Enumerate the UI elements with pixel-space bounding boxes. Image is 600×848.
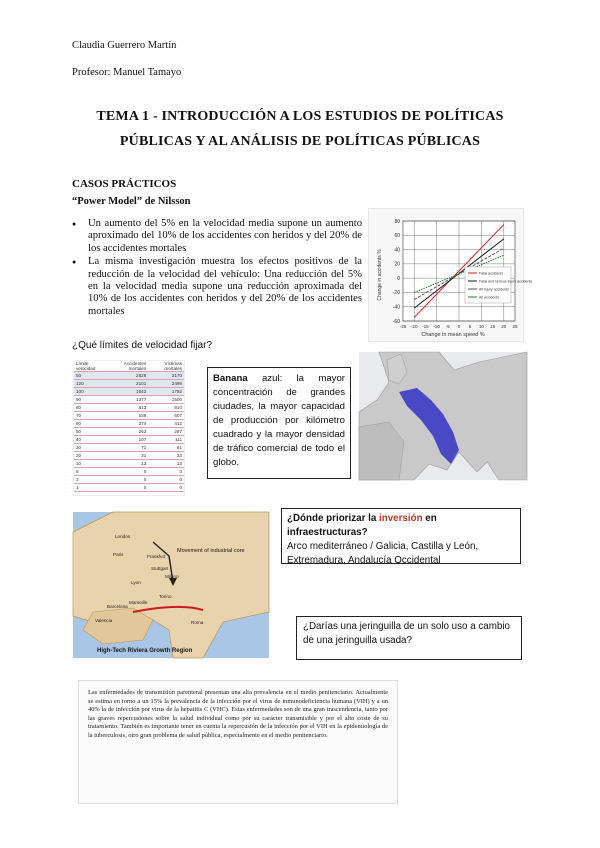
table-cell: 31 bbox=[108, 452, 149, 460]
table-row bbox=[74, 372, 184, 380]
table-header-row bbox=[74, 361, 184, 372]
table-header: Límite velocidad bbox=[74, 361, 108, 372]
table-row bbox=[74, 380, 184, 388]
table-cell: 1792 bbox=[148, 388, 184, 396]
table-cell: 0 bbox=[148, 476, 184, 484]
banana-bold: Banana bbox=[213, 373, 248, 384]
syringe-box bbox=[296, 616, 522, 660]
map-city-label: Torino bbox=[159, 594, 172, 599]
title-line-1: TEMA 1 - INTRODUCCIÓN A LOS ESTUDIOS DE POLÍTICAS bbox=[96, 109, 504, 124]
map-city-label: Paris bbox=[113, 552, 124, 557]
infra-q-suffix: en infraestructuras? bbox=[287, 513, 437, 538]
banana-text: azul: la mayor concentración de grandes ciudades, la mayor capacidad de producción por kilómetro cuadrado y la mayor densidad de tráfico comercial de todo el globo. bbox=[213, 373, 345, 468]
chart-xtick-label: 15 bbox=[490, 324, 496, 329]
table-row bbox=[74, 396, 184, 404]
power-model-chart bbox=[368, 208, 533, 342]
table-header: Accidentes mortales bbox=[108, 361, 149, 372]
table-cell: 13 bbox=[148, 460, 184, 468]
table-cell: 3170 bbox=[148, 372, 184, 380]
table-cell: 90 bbox=[74, 396, 108, 404]
blue-banana-map bbox=[359, 352, 527, 480]
speed-limit-table bbox=[74, 361, 184, 492]
infra-q-prefix: ¿Dónde priorizar la bbox=[287, 513, 379, 524]
industrial-map-svg bbox=[73, 512, 269, 658]
bullet-item: ● Un aumento del 5% en la velocidad media supone un aumento aproximado del 10% de los accidentes con heridos y del 20% de los accidentes mortales bbox=[72, 218, 362, 255]
map-city-label: Marseille bbox=[129, 600, 148, 605]
table-row bbox=[74, 452, 184, 460]
syringe-question: ¿Darías una jeringuilla de un solo uso a cambio de una jeringuilla usada? bbox=[303, 621, 510, 646]
chart-xtick-label: -5 bbox=[445, 324, 450, 329]
chart-ytick-label: 60 bbox=[394, 233, 400, 240]
table-cell: 80 bbox=[74, 404, 108, 412]
document-excerpt bbox=[78, 680, 398, 804]
map-label-movement: Movement of industrial core bbox=[177, 548, 245, 554]
chart-xtick-label: -25 bbox=[399, 324, 407, 329]
table-cell: 539 bbox=[108, 412, 149, 420]
section-subheading: “Power Model” de Nilsson bbox=[72, 196, 191, 207]
table-cell: 107 bbox=[108, 436, 149, 444]
table-cell: 40 bbox=[74, 436, 108, 444]
chart-legend-label: Fatal and serious injury accidents bbox=[479, 279, 533, 284]
table-cell: 1642 bbox=[108, 388, 149, 396]
bullet-list bbox=[72, 218, 362, 319]
table-cell: 20 bbox=[74, 452, 108, 460]
table-cell: 13 bbox=[108, 460, 149, 468]
table-cell: 1 bbox=[74, 484, 108, 492]
table-cell: 263 bbox=[108, 428, 149, 436]
chart-xtick-label: -10 bbox=[433, 324, 440, 329]
section-heading: CASOS PRÁCTICOS bbox=[72, 178, 177, 190]
table-cell: 1377 bbox=[108, 396, 149, 404]
table-cell: 50 bbox=[74, 428, 108, 436]
map-label-riviera: High-Tech Riviera Growth Region bbox=[97, 648, 193, 654]
table-cell: 0 bbox=[148, 468, 184, 476]
chart-ytick-label: -60 bbox=[392, 318, 400, 325]
blue-banana-box bbox=[207, 367, 351, 479]
chart-ytick-label: 80 bbox=[394, 218, 400, 225]
map-city-label: Milano bbox=[165, 574, 179, 579]
table-cell: 100 bbox=[74, 388, 108, 396]
table-cell: 33 bbox=[148, 452, 184, 460]
chart-xtick-label: 20 bbox=[501, 324, 507, 329]
table-row bbox=[74, 484, 184, 492]
table-cell: 0 bbox=[108, 476, 149, 484]
chart-xtick-label: -15 bbox=[422, 324, 429, 329]
chart-xlabel: Change in mean speed % bbox=[421, 332, 485, 338]
table-row bbox=[74, 436, 184, 444]
table-cell: 111 bbox=[148, 436, 184, 444]
table-cell: 71 bbox=[108, 444, 149, 452]
table-row bbox=[74, 388, 184, 396]
table-cell: 910 bbox=[148, 404, 184, 412]
chart-ytick-label: -40 bbox=[392, 304, 400, 311]
table-cell: 0 bbox=[108, 484, 149, 492]
table-cell: 2499 bbox=[148, 380, 184, 388]
table-cell: 412 bbox=[148, 420, 184, 428]
document-excerpt-text: Las enfermedades de transmisión parenteral presentan una alta prevalencia en el medio penitenciario. Actualmente se estima en torno a un 15% la prevalencia de la infección por el virus de inmunodeficiencia humana (VIH) y a un 40% la de infección por virus de la hepatitis C (VHC). Estas enfermedades son de una gran trascendencia, tanto por las graves repercusiones sobre la salud individual como por su carácter transmisible y por el alto coste de su tratamiento. También es importante tener en cuenta la repercusión de la infección por el VIH en la epidemiología de la tuberculosis, otro gran problema de salud pública, especialmente en el medio penitenciario. bbox=[88, 689, 388, 739]
table-cell: 287 bbox=[148, 428, 184, 436]
table-row bbox=[74, 476, 184, 484]
infrastructure-question bbox=[287, 512, 515, 540]
infrastructure-box bbox=[281, 508, 521, 564]
chart-svg bbox=[369, 209, 533, 341]
speed-limit-table-image bbox=[73, 360, 185, 496]
table-cell: 2101 bbox=[108, 380, 149, 388]
map-city-label: Roma bbox=[191, 620, 204, 625]
table-cell: 0 bbox=[148, 484, 184, 492]
table-cell: 5 bbox=[74, 468, 108, 476]
chart-ytick-label: 0 bbox=[397, 275, 400, 282]
table-row bbox=[74, 444, 184, 452]
map-city-label: London bbox=[115, 534, 131, 539]
table-row bbox=[74, 420, 184, 428]
table-cell: 1500 bbox=[148, 396, 184, 404]
map-city-label: Barcelona bbox=[107, 604, 128, 609]
chart-xtick-label: -20 bbox=[410, 324, 418, 329]
table-cell: 374 bbox=[108, 420, 149, 428]
table-cell: 81 bbox=[148, 444, 184, 452]
chart-legend-label: Fatal accidents bbox=[479, 271, 504, 276]
chart-xtick-label: 0 bbox=[457, 324, 461, 329]
chart-xtick-label: 25 bbox=[512, 324, 518, 329]
chart-ytick-label: 40 bbox=[394, 247, 400, 254]
chart-legend-label: All injury accidents bbox=[479, 287, 509, 292]
table-header: Víctimas mortales bbox=[148, 361, 184, 372]
speed-limit-question: ¿Qué límites de velocidad fijar? bbox=[72, 340, 213, 351]
map-city-label: Valencia bbox=[95, 618, 113, 623]
chart-ytick-label: 20 bbox=[394, 261, 400, 268]
industrial-core-map bbox=[73, 512, 269, 658]
table-row bbox=[74, 468, 184, 476]
author-name: Claudia Guerrero Martín bbox=[72, 40, 177, 51]
table-cell: 60 bbox=[74, 420, 108, 428]
chart-legend-label: All accidents bbox=[479, 295, 500, 300]
table-cell: 3 bbox=[74, 476, 108, 484]
title-line-2: PÚBLICAS Y AL ANÁLISIS DE POLÍTICAS PÚBLICAS bbox=[119, 134, 481, 149]
table-cell: 2828 bbox=[108, 372, 149, 380]
table-row bbox=[74, 460, 184, 468]
map-city-label: Lyon bbox=[131, 580, 141, 585]
map-city-label: Stuttgart bbox=[151, 566, 169, 571]
bullet-item: ● La misma investigación muestra los efectos positivos de la reducción de la velocidad del vehículo: Una reducción del 5% en la velocidad media supone una reducción aproximada del 10% de los accidentes con heridos y del 20% de los accidentes mortales bbox=[72, 256, 362, 318]
table-row bbox=[74, 412, 184, 420]
chart-ylabel: Change in accidents % bbox=[377, 249, 383, 301]
chart-xtick-label: 5 bbox=[468, 324, 472, 329]
table-row bbox=[74, 428, 184, 436]
page-title bbox=[60, 104, 540, 154]
europe-map-svg bbox=[359, 352, 527, 480]
professor-name: Profesor: Manuel Tamayo bbox=[72, 67, 182, 78]
chart-xtick-label: 10 bbox=[478, 324, 484, 329]
table-row bbox=[74, 404, 184, 412]
table-cell: 10 bbox=[74, 460, 108, 468]
table-cell: 30 bbox=[74, 444, 108, 452]
infrastructure-answer: Arco mediterráneo / Galicia, Castilla y León, Extremadura, Andalucía Occidental bbox=[287, 541, 479, 566]
chart-ytick-label: -20 bbox=[392, 290, 400, 297]
infra-q-bold: inversión bbox=[379, 513, 423, 524]
table-cell: 70 bbox=[74, 412, 108, 420]
table-cell: 813 bbox=[108, 404, 149, 412]
table-cell: 0 bbox=[108, 468, 149, 476]
table-cell: 50 bbox=[74, 372, 108, 380]
table-cell: 607 bbox=[148, 412, 184, 420]
table-cell: 120 bbox=[74, 380, 108, 388]
map-city-label: Frankfurt bbox=[147, 554, 166, 559]
